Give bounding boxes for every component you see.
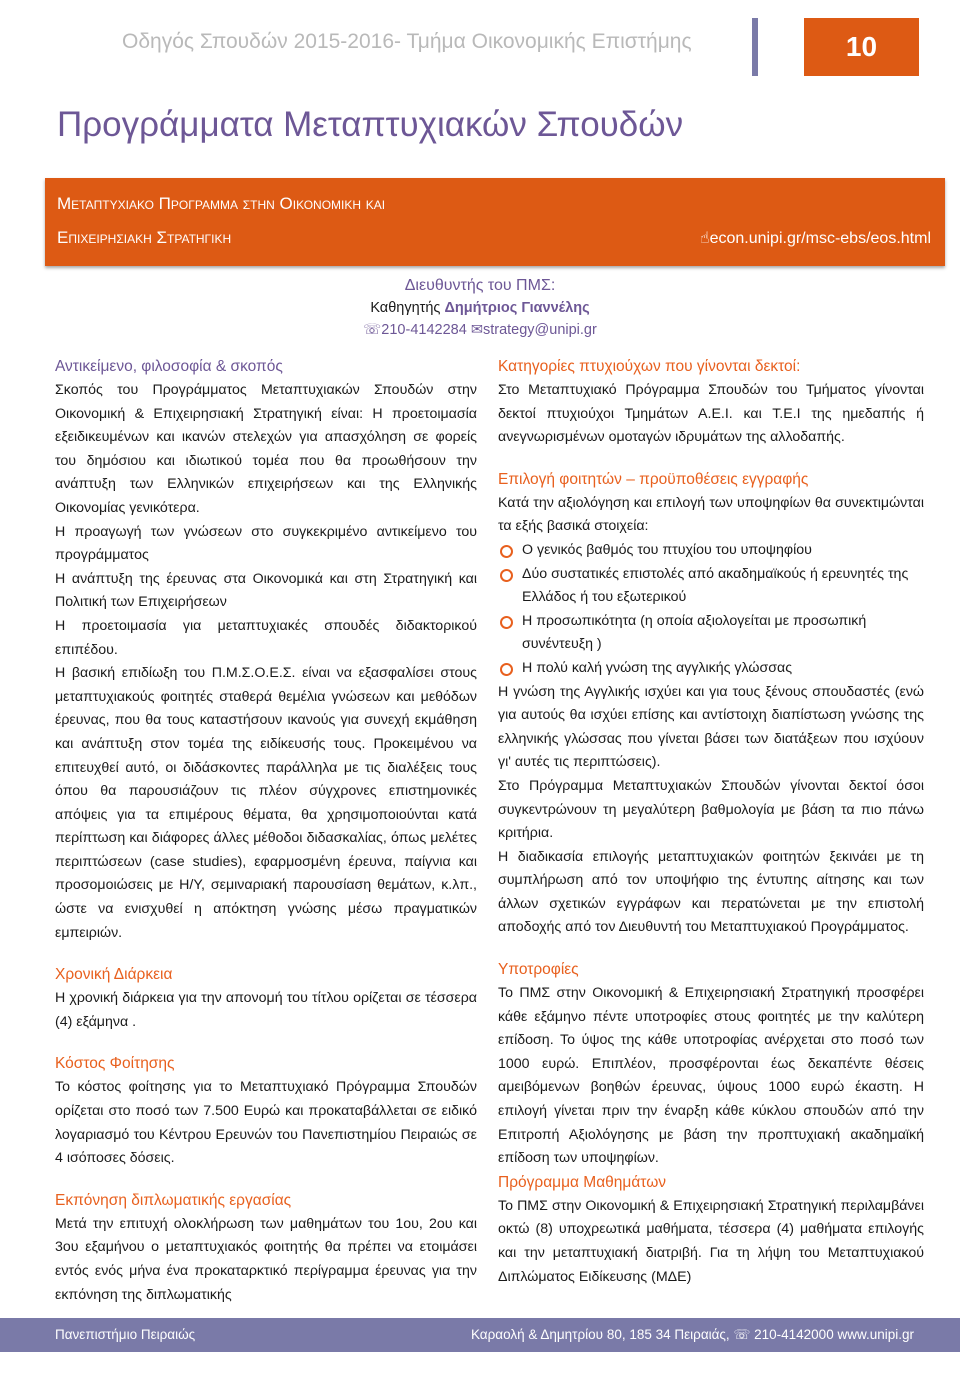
objective-text: Σκοπός του Προγράμματος Μεταπτυχιακών Σπουδών στην Οικονομική & Επιχειρησιακή Στρατηγική είναι: Η προετοιμασία εξειδικευμένων και ικανών στελεχών για απασχόληση σε φορείς του δημόσιου και ιδιωτικού τομέα που θα προωθήσουν την ανάπτυξη των Ελληνικών επιχειρήσεων και της Ελληνικής Οικονομίας γενικότερα.	[55, 382, 477, 516]
list-item: Δύο συστατικές επιστολές από ακαδημαϊκούς ή ερευνητές της Ελλάδος ή του εξωτερικού	[498, 563, 924, 610]
list-item: Η προσωπικότητα (η οποία αξιολογείται με προσωπική συνέντευξη )	[498, 610, 924, 657]
selection-text-2: Η γνώση της Αγγλικής ισχύει και για τους ξένους σπουδαστές (ενώ για αυτούς θα ισχύει επίσης και αντίστοιχη διαπίστωση γνώσης της ελληνικής γλώσσας που γίνεται βάσει των διατάξεων που ισχύουν γι' αυτές τις περιπτώσεις).	[498, 683, 924, 771]
duration-heading: Χρονική Διάρκεια	[55, 966, 173, 984]
categories-heading: Κατηγορίες πτυχιούχων που γίνονται δεκτοί:	[498, 358, 801, 375]
footer-university: Πανεπιστήμιο Πειραιώς	[55, 1327, 196, 1342]
bullet-ring-icon	[500, 545, 513, 558]
program-name-line-2: Επιχειρησιακη Στρατηγικη	[57, 228, 232, 247]
phone-icon: ☏	[733, 1327, 751, 1342]
duration-text: Η χρονική διάρκεια για την απονομή του τίτλου ορίζεται σε τέσσερα (4) εξάμηνα .	[55, 990, 477, 1030]
phone-icon: ☏	[363, 322, 382, 338]
selection-text: Κατά την αξιολόγηση και επιλογή των υποψηφίων θα συνεκτιμώνται τα εξής βασικά στοιχεία:	[498, 494, 924, 535]
director-block	[290, 275, 670, 341]
objective-text-3: Η ανάπτυξη της έρευνας στα Οικονομικά και στη Στρατηγική και Πολιτική των Επιχειρήσεων	[55, 570, 477, 611]
selection-heading: Επιλογή φοιτητών – προϋποθέσεις εγγραφής	[498, 470, 809, 488]
objective-text-2: Η προαγωγή των γνώσεων στο συγκεκριμένο αντικείμενο του προγράμματος	[55, 523, 477, 564]
page-footer	[0, 1318, 960, 1352]
footer-phone: 210-4142000	[754, 1327, 834, 1342]
bullet-ring-icon	[500, 569, 513, 582]
bullet-ring-icon	[500, 663, 513, 676]
page-title: Προγράμματα Μεταπτυχιακών Σπουδών	[57, 105, 684, 144]
right-column	[498, 355, 924, 1289]
list-item: Ο γενικός βαθμός του πτυχίου του υποψηφίου	[498, 539, 924, 563]
scholarships-text: Το ΠΜΣ στην Οικονομική & Επιχειρησιακή Στρατηγική προσφέρει κάθε εξάμηνο πέντε υποτροφίες στους φοιτητές με την καλύτερη επίδοση. Το ύψος της κάθε υποτροφίας ανέρχεται στο ποσό των 1000 ευρώ. Επιπλέον, προσφέρονται έως δεκαπέντε θέσεις αμειβόμενων βοηθών έρευνας, ύψους 1000 ευρώ έκαστη. Η επιλογή γίνεται πριν την έναρξη κάθε κύκλου σπουδών από την Επιτροπή Αξιολόγησης με βάση την προπτυχιακή ακαδημαϊκή επίδοση των υποψηφίων.	[498, 985, 924, 1167]
selection-text-3: Στο Πρόγραμμα Μεταπτυχιακών Σπουδών γίνονται δεκτοί όσοι συγκεντρώνουν τη μεγαλύτερη βαθμολογία με βάση τα πιο πάνω κριτήρια.	[498, 777, 924, 842]
objective-text-5: Η βασική επιδίωξη του Π.Μ.Σ.Ο.Ε.Σ. είναι να εξασφαλίσει στους μεταπτυχιακούς φοιτητές σταθερά θεμέλια γνώσεων και μεθόδων έρευνας, που θα τους καταστήσουν ικανούς για συνεχή εκμάθηση και ανάπτυξη στον τομέα της ειδίκευσής τους. Προκειμένου να επιτευχθεί αυτό, οι διδάσκοντες παράλληλα με τις διαλέξεις τους όπου θα παρουσιάζουν τις πλέον σύγχρονες επιστημονικές απόψεις για τα επιμέρους θέματα, θα χρησιμοποιούνται κατά περίπτωση και διάφορες άλλες μέθοδοι διδασκαλίας, όπως μελέτες περιπτώσεων (case studies), εφαρμοσμένη έρευνα, παίγνια και προσομοιώσεις με Η/Υ, σεμιναριακή παρουσίαση θεμάτων, κ.λπ., ώστε να ενισχυθεί η απόκτηση γνώσης μέσω πραγματικών εμπειριών.	[55, 665, 477, 941]
categories-text: Στο Μεταπτυχιακό Πρόγραμμα Σπουδών του Τμήματος γίνονται δεκτοί πτυχιούχοι Τμημάτων Α.Ε.Ι. και Τ.Ε.Ι της ημεδαπής ή ανεγνωρισμένων ομοταγών ιδρυμάτων της αλλοδαπής.	[498, 382, 924, 446]
program-banner	[45, 178, 945, 266]
director-line	[290, 297, 670, 319]
email-icon: ✉	[470, 322, 483, 338]
footer-address: Καραολή & Δημητρίου 80, 185 34 Πειραιάς,	[470, 1327, 730, 1342]
header-divider	[752, 18, 758, 76]
director-phone: 210-4142284	[381, 322, 467, 338]
director-name: Δημήτριος Γιαννέλης	[444, 300, 590, 316]
bullet-ring-icon	[500, 616, 513, 629]
objective-heading: Αντικείμενο, φιλοσοφία & σκοπός	[55, 358, 283, 375]
cost-text: Το κόστος φοίτησης για το Μεταπτυχιακό Πρόγραμμα Σπουδών ορίζεται στο ποσό των 7.500 Ευρώ και προκαταβάλλεται σε ειδικό λογαριασμό του Κέντρου Ερευνών του Πανεπιστημίου Πειραιώς σε 4 ισόποσες δόσεις.	[55, 1079, 477, 1167]
selection-text-4: Η διαδικασία επιλογής μεταπτυχιακών φοιτητών ξεκινάει με τη συμπλήρωση από τον υποψήφιο της έντυπης αίτησης και των άλλων σχετικών εγγράφων και περατώνεται με την επιστολή αποδοχής από τον Διευθυντή του Μεταπτυχιακού Προγράμματος.	[498, 848, 924, 936]
program-url[interactable]	[700, 228, 931, 248]
scholarships-heading: Υποτροφίες	[498, 961, 579, 979]
left-column	[55, 355, 477, 1307]
page-number-badge: 10	[804, 18, 919, 76]
cost-heading: Κόστος Φοίτησης	[55, 1055, 175, 1073]
list-item: Η πολύ καλή γνώση της αγγλικής γλώσσας	[498, 657, 924, 681]
running-header-title: Οδηγός Σπουδών 2015-2016- Τμήμα Οικονομικής Επιστήμης	[122, 30, 692, 53]
director-label: Διευθυντής του ΠΜΣ:	[404, 277, 556, 294]
program-name-line-1: Μεταπτυχιακο Προγραμμα στην Οικονομικη και	[57, 194, 386, 213]
thesis-heading: Εκπόνηση διπλωματικής εργασίας	[55, 1191, 292, 1209]
program-url-text: econ.unipi.gr/msc-ebs/eos.html	[709, 230, 931, 247]
footer-site[interactable]: www.unipi.gr	[837, 1327, 914, 1342]
thesis-text: Μετά την επιτυχή ολοκλήρωση των μαθημάτων του 1ου, 2ου και 3ου εξαμήνου ο μεταπτυχιακός φοιτητής θα πρέπει να ετοιμάσει εντός ενός μήνα ένα προκαταρκτικό περίγραμμα έρευνας για την εκπόνηση της διπλωματικής	[55, 1215, 477, 1303]
pointer-hand-icon: ☝	[699, 230, 710, 247]
director-contact	[290, 319, 670, 341]
objective-text-4: Η προετοιμασία για μεταπτυχιακές σπουδές διδακτορικού επιπέδου.	[55, 617, 477, 658]
director-title: Καθηγητής	[370, 300, 441, 316]
courses-heading: Πρόγραμμα Μαθημάτων	[498, 1173, 667, 1191]
courses-text: Το ΠΜΣ στην Οικονομική & Επιχειρησιακή Στρατηγική περιλαμβάνει οκτώ (8) υποχρεωτικά μαθήματα, τέσσερα (4) μαθήματα επιλογής και την μεταπτυχιακή διατριβή. Για τη λήψη του Μεταπτυχιακού Διπλώματος Ειδίκευσης (ΜΔΕ)	[498, 1197, 924, 1285]
criteria-list	[498, 539, 924, 681]
footer-contact	[471, 1327, 914, 1343]
director-email[interactable]: strategy@unipi.gr	[482, 322, 597, 338]
